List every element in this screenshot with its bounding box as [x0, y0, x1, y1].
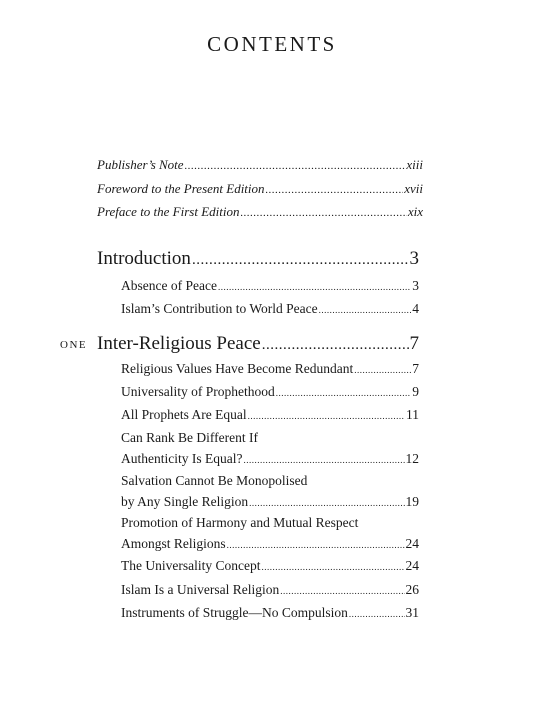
toc-page-number: 11 — [406, 407, 419, 422]
toc-page-number: xiii — [406, 157, 423, 172]
toc-page-number: 4 — [412, 301, 419, 316]
toc-entry-salvation-cannot-be-monopolised[interactable] — [121, 494, 419, 510]
toc-entry-universality-concept[interactable] — [121, 558, 419, 574]
toc-entry-label: Preface to the First Edition — [97, 204, 240, 219]
dot-leader — [262, 337, 409, 354]
toc-entry-label: Amongst Religions — [121, 536, 226, 551]
toc-entry-label-first-line: Can Rank Be Different If — [121, 430, 258, 445]
toc-entry-introduction[interactable] — [97, 248, 419, 270]
toc-page-number: 24 — [405, 536, 419, 551]
toc-entry-all-prophets-equal[interactable] — [121, 407, 419, 423]
toc-page-number: 12 — [405, 451, 419, 466]
toc-entry-preface[interactable] — [97, 204, 423, 220]
toc-entry-label: Authenticity Is Equal? — [121, 451, 243, 466]
toc-entry-label: Introduction — [97, 248, 191, 269]
toc-page-number: xvii — [404, 181, 423, 196]
toc-page-number: 3 — [409, 248, 419, 269]
dot-leader — [185, 160, 406, 172]
dot-leader — [280, 586, 404, 596]
toc-entry-absence-of-peace[interactable] — [121, 278, 419, 294]
toc-entry-label: All Prophets Are Equal — [121, 407, 247, 422]
dot-leader — [354, 365, 411, 375]
toc-entry-religious-values[interactable] — [121, 361, 419, 377]
toc-entry-inter-religious-peace[interactable] — [97, 333, 419, 355]
toc-entry-promotion-of-harmony[interactable] — [121, 536, 419, 552]
page-title: CONTENTS — [207, 32, 337, 56]
dot-leader — [261, 562, 404, 572]
toc-page-number: 31 — [405, 605, 419, 620]
toc-page-number: 7 — [409, 333, 419, 354]
toc-entry-label-first-line: Salvation Cannot Be Monopolised — [121, 473, 308, 488]
dot-leader — [319, 305, 412, 315]
toc-entry-label: Absence of Peace — [121, 278, 217, 293]
toc-entry-foreword[interactable] — [97, 181, 423, 197]
dot-leader — [241, 207, 407, 219]
toc-entry-instruments-of-struggle[interactable] — [121, 605, 419, 621]
toc-page-number: 7 — [412, 361, 419, 376]
toc-entry-publishers-note[interactable] — [97, 157, 423, 173]
toc-entry-label: by Any Single Religion — [121, 494, 249, 509]
dot-leader — [192, 252, 409, 269]
chapter-number: ONE — [60, 339, 88, 351]
dot-leader — [276, 388, 412, 398]
toc-entry-islams-contribution[interactable] — [121, 301, 419, 317]
toc-entry-label-first-line: Promotion of Harmony and Mutual Respect — [121, 515, 359, 530]
toc-entry-label: Foreword to the Present Edition — [97, 181, 265, 196]
toc-entry-label: Islam Is a Universal Religion — [121, 582, 280, 597]
toc-entry-label: Inter-Religious Peace — [97, 333, 261, 354]
toc-entry-islam-universal-religion[interactable] — [121, 582, 419, 598]
toc-entry-label: Islam’s Contribution to World Peace — [121, 301, 318, 316]
toc-page-number: 19 — [405, 494, 419, 509]
toc-page-number: 26 — [405, 582, 419, 597]
dot-leader — [218, 282, 411, 292]
dot-leader — [248, 411, 405, 421]
toc-page-number: 9 — [412, 384, 419, 399]
toc-page-number: 24 — [405, 558, 419, 573]
dot-leader — [249, 498, 404, 508]
toc-entry-universality-of-prophethood[interactable] — [121, 384, 419, 400]
toc-page-number: xix — [407, 204, 423, 219]
toc-entry-label: Religious Values Have Become Redundant — [121, 361, 354, 376]
dot-leader — [266, 184, 404, 196]
dot-leader — [349, 609, 405, 619]
toc-entry-label: Universality of Prophethood — [121, 384, 275, 399]
dot-leader — [243, 455, 404, 465]
toc-page-number: 3 — [412, 278, 419, 293]
toc-entry-label: Instruments of Struggle—No Compulsion — [121, 605, 348, 620]
toc-entry-can-rank-be-different[interactable] — [121, 451, 419, 467]
toc-entry-label: Publisher’s Note — [97, 157, 184, 172]
dot-leader — [227, 540, 405, 550]
toc-entry-label: The Universality Concept — [121, 558, 261, 573]
